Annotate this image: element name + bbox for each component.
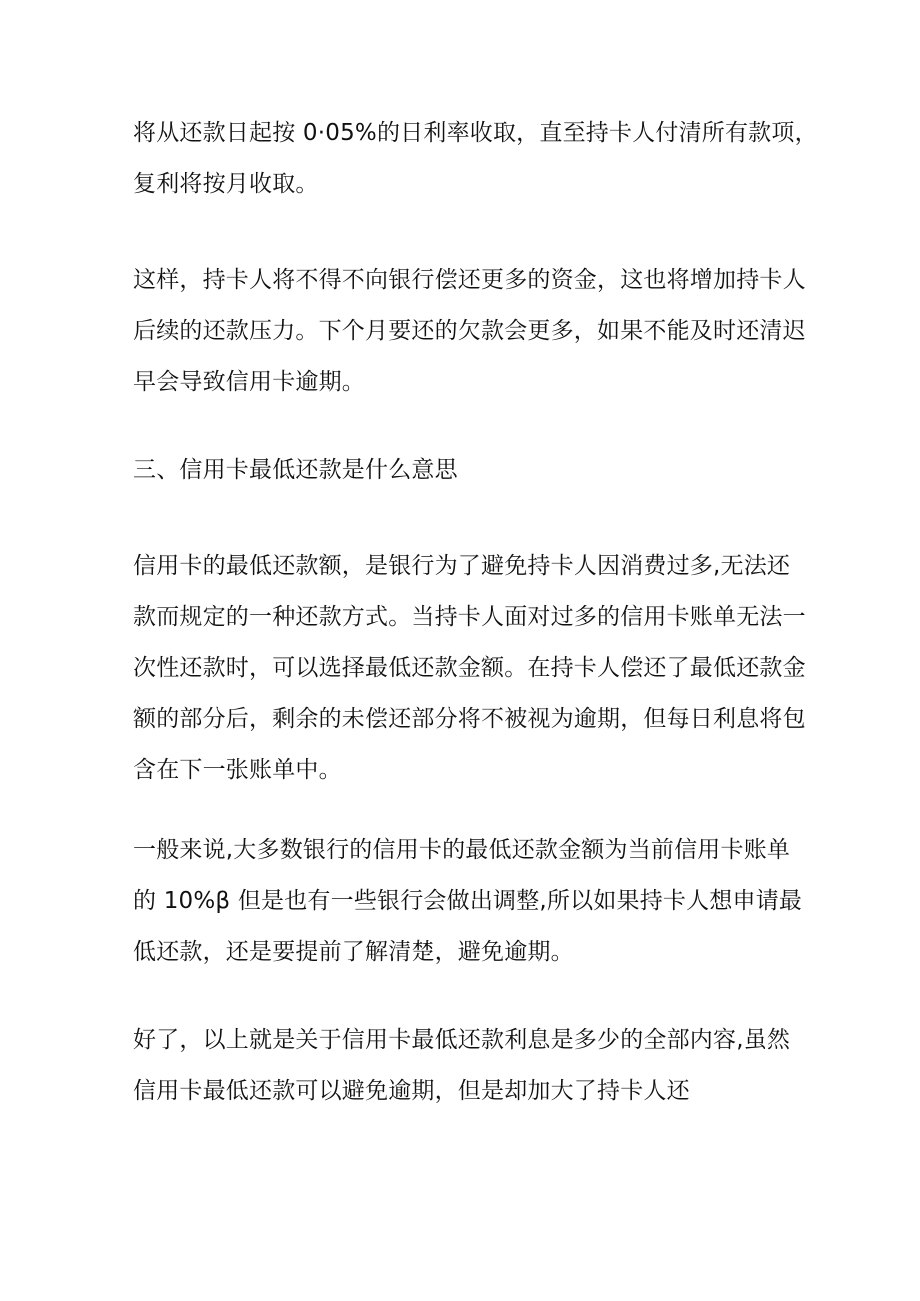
paragraph-line: 这样，持卡人将不得不向银行偿还更多的资金，这也将增加持卡人 [133, 267, 806, 293]
paragraph-line: 早会导致信用卡逾期。 [133, 369, 365, 395]
paragraph-line: 信用卡的最低还款额，是银行为了避免持卡人因消费过多,无法还 [133, 553, 791, 579]
section-heading-text: 三、信用卡最低还款是什么意思 [133, 457, 458, 483]
paragraph-line: 将从还款日起按 0·05%的日利率收取，直至持卡人付清所有款项， [133, 120, 818, 146]
paragraph-line: 的 10%β 但是也有一些银行会做出调整,所以如果持卡人想申请最 [133, 888, 803, 914]
paragraph-line: 复利将按月收取。 [133, 171, 319, 197]
paragraph-line: 一般来说,大多数银行的信用卡的最低还款金额为当前信用卡账单 [133, 837, 791, 863]
paragraph-line: 次性还款时，可以选择最低还款金额。在持卡人偿还了最低还款金 [133, 655, 806, 681]
paragraph-conclusion [133, 1015, 808, 1117]
paragraph-repayment-pressure [133, 255, 808, 408]
paragraph-line: 低还款，还是要提前了解清楚，避免逾期。 [133, 939, 574, 965]
paragraph-minimum-payment-definition [133, 541, 808, 796]
paragraph-line: 好了，以上就是关于信用卡最低还款利息是多少的全部内容,虽然 [133, 1027, 791, 1053]
paragraph-line: 款而规定的一种还款方式。当持卡人面对过多的信用卡账单无法一 [133, 604, 806, 630]
paragraph-line: 后续的还款压力。下个月要还的欠款会更多，如果不能及时还清迟 [133, 318, 806, 344]
paragraph-line: 额的部分后，剩余的未偿还部分将不被视为逾期，但每日利息将包 [133, 706, 806, 732]
paragraph-minimum-payment-amount [133, 825, 808, 978]
paragraph-line: 信用卡最低还款可以避免逾期，但是却加大了持卡人还 [133, 1078, 690, 1104]
paragraph-line: 含在下一张账单中。 [133, 757, 342, 783]
section-heading [133, 445, 808, 496]
paragraph-interest-rate [133, 108, 818, 210]
